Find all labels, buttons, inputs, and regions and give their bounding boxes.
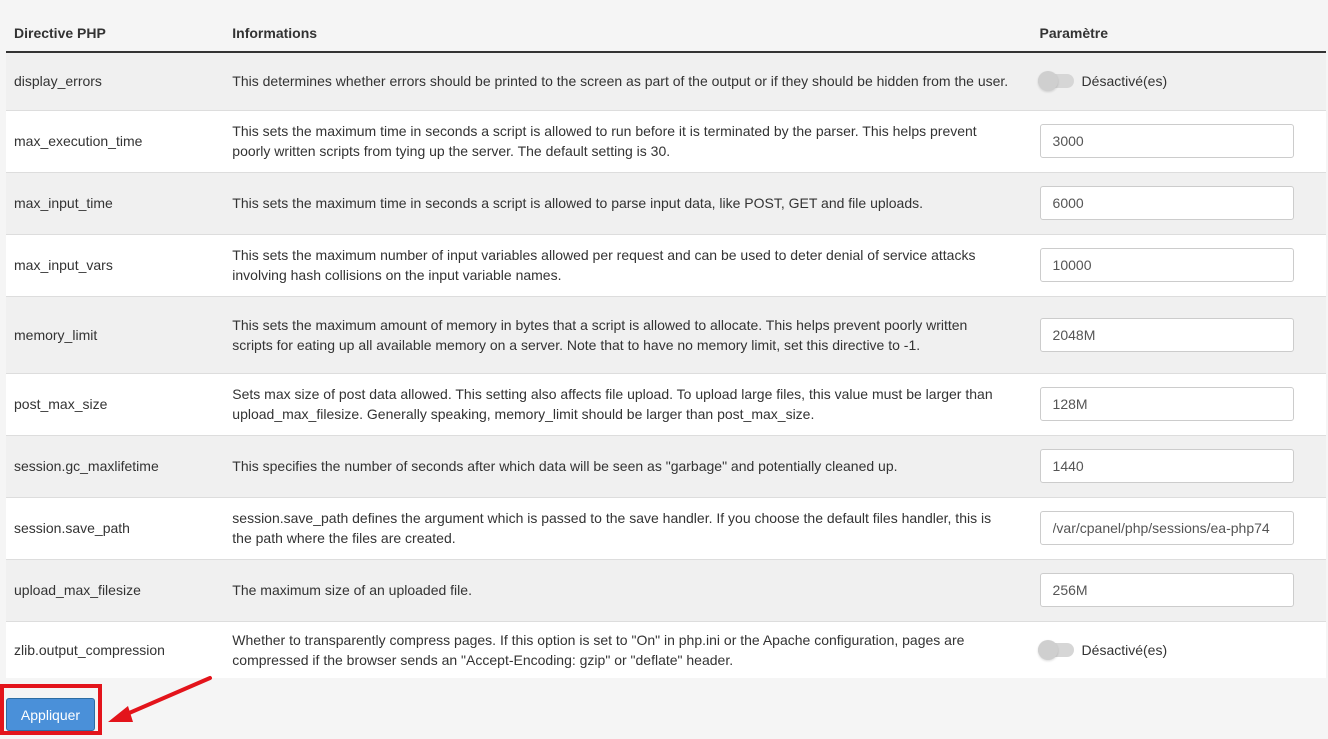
table-row: [6, 497, 1326, 559]
table-row: [6, 172, 1326, 234]
directive-info: The maximum size of an uploaded file.: [224, 559, 1019, 621]
max-execution-time-input[interactable]: [1040, 124, 1294, 158]
directive-info: This sets the maximum time in seconds a script is allowed to run before it is terminated by the parser. This helps prevent poorly written scripts from tying up the server. The default setting is 30.: [224, 110, 1019, 172]
header-directive: Directive PHP: [6, 15, 224, 52]
toggle-knob: [1038, 640, 1058, 660]
directive-param: [1020, 435, 1326, 497]
max-input-vars-input[interactable]: [1040, 248, 1294, 282]
directive-name: max_input_time: [6, 172, 224, 234]
table-row: [6, 373, 1326, 435]
directive-info: Sets max size of post data allowed. This setting also affects file upload. To upload large files, this value must be larger than upload_max_filesize. Generally speaking, memory_limit should be larger than post_max_size.: [224, 373, 1019, 435]
directive-param: [1020, 373, 1326, 435]
max-input-time-input[interactable]: [1040, 186, 1294, 220]
header-info: Informations: [224, 15, 1019, 52]
upload-max-filesize-input[interactable]: [1040, 573, 1294, 607]
display-errors-toggle[interactable]: [1038, 74, 1074, 88]
directive-name: upload_max_filesize: [6, 559, 224, 621]
directive-name: memory_limit: [6, 296, 224, 373]
zlib-output-compression-toggle-group: [1038, 640, 1318, 660]
directive-info: This determines whether errors should be printed to the screen as part of the output or if they should be hidden from the user.: [224, 52, 1019, 110]
session-gc-maxlifetime-input[interactable]: [1040, 449, 1294, 483]
directive-param: [1020, 559, 1326, 621]
header-param: Paramètre: [1020, 15, 1326, 52]
display-errors-toggle-group: [1038, 71, 1318, 91]
directive-param: [1020, 52, 1326, 110]
session-save-path-input[interactable]: [1040, 511, 1294, 545]
toggle-label: Désactivé(es): [1081, 73, 1168, 90]
directive-param: [1020, 296, 1326, 373]
directive-info: This specifies the number of seconds after which data will be seen as "garbage" and potentially cleaned up.: [224, 435, 1019, 497]
directive-param: [1020, 110, 1326, 172]
directive-param: [1020, 172, 1326, 234]
directive-info: This sets the maximum amount of memory in bytes that a script is allowed to allocate. This helps prevent poorly written scripts for eating up all available memory on a server. Note that to have no memory limit, set this directive to -1.: [224, 296, 1019, 373]
directive-param: [1020, 621, 1326, 678]
table-row: [6, 296, 1326, 373]
directive-param: [1020, 497, 1326, 559]
post-max-size-input[interactable]: [1040, 387, 1294, 421]
directive-name: zlib.output_compression: [6, 621, 224, 678]
apply-button[interactable]: Appliquer: [6, 698, 95, 731]
directive-param: [1020, 234, 1326, 296]
directive-info: Whether to transparently compress pages. If this option is set to "On" in php.ini or the Apache configuration, pages are compressed if the browser sends an "Accept-Encoding: gzip" or "deflate" header.: [224, 621, 1019, 678]
annotation-arrow-icon: [100, 670, 220, 730]
directive-name: session.save_path: [6, 497, 224, 559]
zlib-output-compression-toggle[interactable]: [1038, 643, 1074, 657]
directive-name: max_input_vars: [6, 234, 224, 296]
table-header-row: [6, 15, 1326, 52]
table-body: [6, 52, 1326, 678]
directive-name: max_execution_time: [6, 110, 224, 172]
table-row: [6, 559, 1326, 621]
table-row: [6, 110, 1326, 172]
table-row: [6, 435, 1326, 497]
directive-info: session.save_path defines the argument which is passed to the save handler. If you choose the default files handler, this is the path where the files are created.: [224, 497, 1019, 559]
toggle-label: Désactivé(es): [1081, 641, 1168, 658]
directive-info: This sets the maximum time in seconds a script is allowed to parse input data, like POST, GET and file uploads.: [224, 172, 1019, 234]
directive-info: This sets the maximum number of input variables allowed per request and can be used to deter denial of service attacks involving hash collisions on the input variable names.: [224, 234, 1019, 296]
toggle-knob: [1038, 71, 1058, 91]
directive-name: post_max_size: [6, 373, 224, 435]
table-row: [6, 52, 1326, 110]
memory-limit-input[interactable]: [1040, 318, 1294, 352]
table-row: [6, 234, 1326, 296]
directive-name: session.gc_maxlifetime: [6, 435, 224, 497]
directive-name: display_errors: [6, 52, 224, 110]
php-directives-table: [6, 15, 1326, 678]
